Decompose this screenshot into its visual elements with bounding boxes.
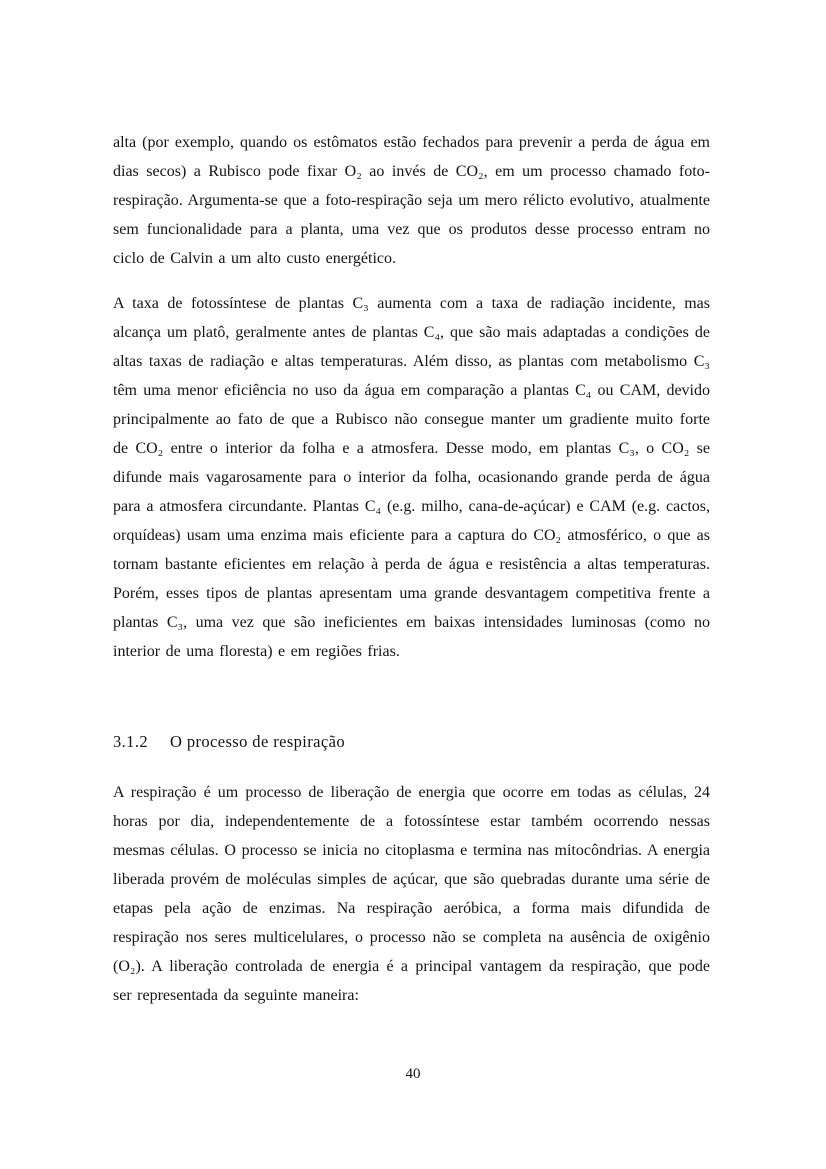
paragraph-respiration: A respiração é um processo de liberação de energia que ocorre em todas as células, 24 horas por dia, independentemente de a fotossíntese estar também ocorrendo nessas mesmas células. O processo se inicia no citoplasma e termina nas mitocôndrias. A energia liberada provém de moléculas simples de açúcar, que são quebradas durante uma série de etapas pela ação de enzimas. Na respiração aeróbica, a forma mais difundida de respiração nos seres multicelulares, o processo não se completa na ausência de oxigênio (O₂). A liberação controlada de energia é a principal vantagem da respiração, que pode ser representada da seguinte maneira: [113, 784, 710, 1004]
section-number: 3.1.2 [113, 732, 148, 751]
section-title: O processo de respiração [170, 732, 345, 751]
paragraph-c3-c4-cam: A taxa de fotossíntese de plantas C₃ aumenta com a taxa de radiação incidente, mas alcança um platô, geralmente antes de plantas C₄, que são mais adaptadas a condições de altas taxas de radiação e altas temperaturas. Além disso, as plantas com metabolismo C₃ têm uma menor eficiência no uso da água em comparação a plantas C₄ ou CAM, devido principalmente ao fato de que a Rubisco não consegue manter um gradiente muito forte de CO₂ entre o interior da folha e a atmosfera. Desse modo, em plantas C₃, o CO₂ se difunde mais vagarosamente para o interior da folha, ocasionando grande perda de água para a atmosfera circundante. Plantas C₄ (e.g. milho, cana-de-açúcar) e CAM (e.g. cactos, orquídeas) usam uma enzima mais eficiente para a captura do CO₂ atmosférico, o que as tornam bastante eficientes em relação à perda de água e resistência a altas temperaturas. Porém, esses tipos de plantas apresentam uma grande desvantagem competitiva frente a plantas C₃, uma vez que são ineficientes em baixas intensidades luminosas (como no interior de uma floresta) e em regiões frias. [113, 295, 710, 660]
paragraph-photorespiration: alta (por exemplo, quando os estômatos estão fechados para prevenir a perda de água em dias secos) a Rubisco pode fixar O₂ ao invés de CO₂, em um processo chamado foto-respiração. Argumenta-se que a foto-respiração seja um mero rélicto evolutivo, atualmente sem funcionalidade para a planta, uma vez que os produtos desse processo entram no ciclo de Calvin a um alto custo energético. [113, 134, 710, 267]
section-heading [113, 727, 710, 756]
page-number: 40 [405, 1066, 421, 1082]
page-body [113, 128, 710, 1010]
